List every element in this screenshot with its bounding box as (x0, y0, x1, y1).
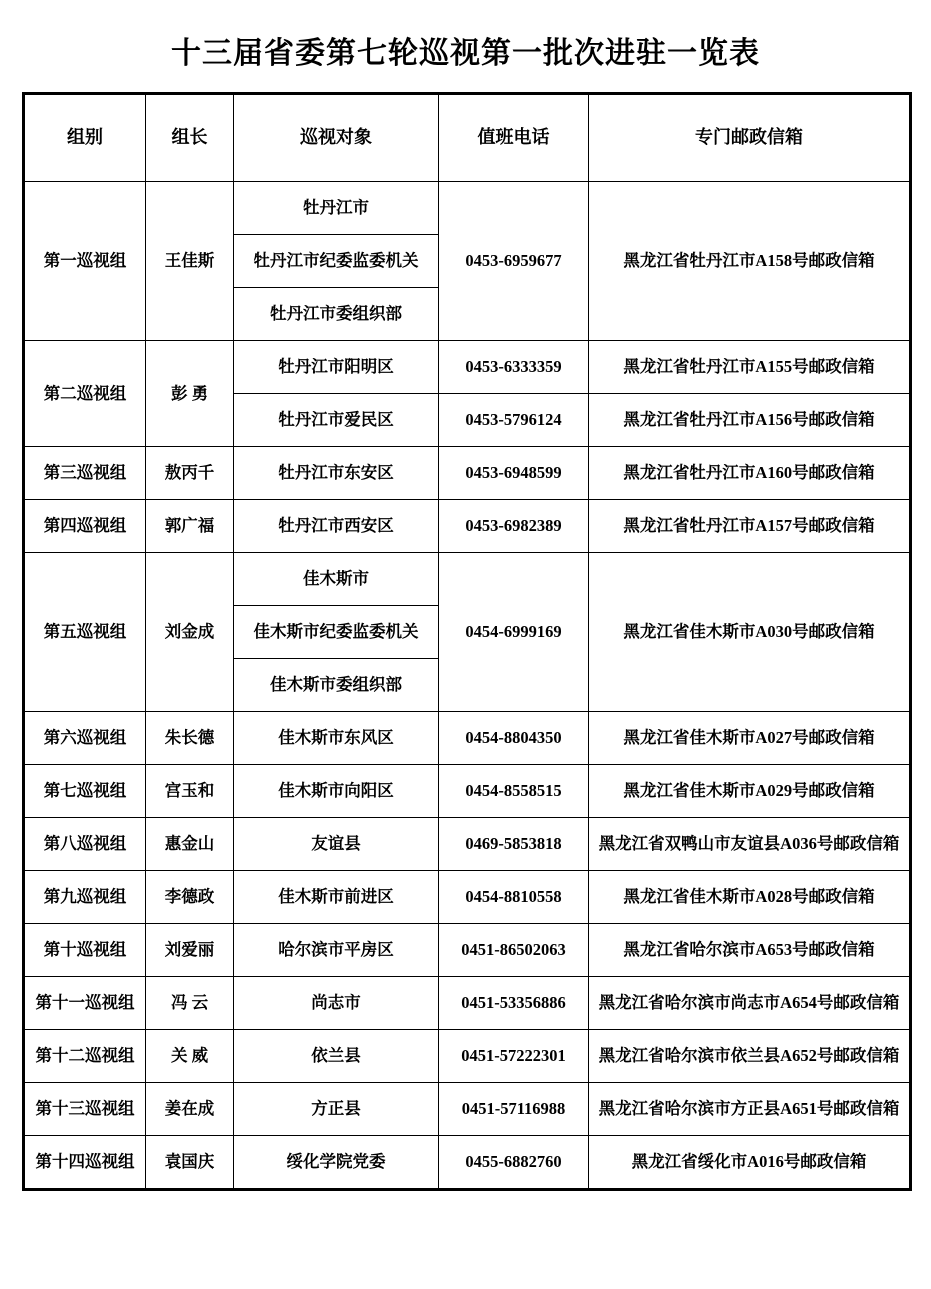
cell-target: 方正县 (234, 1083, 439, 1136)
cell-mailbox: 黑龙江省绥化市A016号邮政信箱 (589, 1136, 911, 1190)
table-container (0, 92, 931, 1191)
cell-target: 依兰县 (234, 1030, 439, 1083)
cell-leader: 郭广福 (146, 500, 234, 553)
cell-mailbox: 黑龙江省牡丹江市A155号邮政信箱 (589, 341, 911, 394)
cell-mailbox: 黑龙江省哈尔滨市方正县A651号邮政信箱 (589, 1083, 911, 1136)
cell-group: 第五巡视组 (24, 553, 146, 712)
cell-target: 哈尔滨市平房区 (234, 924, 439, 977)
cell-target: 牡丹江市东安区 (234, 447, 439, 500)
cell-group: 第十二巡视组 (24, 1030, 146, 1083)
cell-target: 牡丹江市委组织部 (234, 288, 439, 341)
table-row (24, 553, 911, 606)
table-row (24, 182, 911, 235)
cell-phone: 0453-6982389 (439, 500, 589, 553)
cell-leader: 冯 云 (146, 977, 234, 1030)
table-row (24, 1136, 911, 1190)
cell-phone: 0454-8804350 (439, 712, 589, 765)
cell-mailbox: 黑龙江省牡丹江市A156号邮政信箱 (589, 394, 911, 447)
cell-phone: 0454-8558515 (439, 765, 589, 818)
cell-target: 友谊县 (234, 818, 439, 871)
cell-target: 牡丹江市纪委监委机关 (234, 235, 439, 288)
cell-group: 第四巡视组 (24, 500, 146, 553)
cell-target: 牡丹江市西安区 (234, 500, 439, 553)
table-row (24, 1030, 911, 1083)
cell-phone: 0453-6333359 (439, 341, 589, 394)
table-row (24, 924, 911, 977)
cell-phone: 0451-86502063 (439, 924, 589, 977)
cell-group: 第二巡视组 (24, 341, 146, 447)
cell-leader: 刘爱丽 (146, 924, 234, 977)
column-header-phone: 值班电话 (439, 94, 589, 182)
cell-phone: 0454-8810558 (439, 871, 589, 924)
cell-mailbox: 黑龙江省佳木斯市A028号邮政信箱 (589, 871, 911, 924)
column-header-mailbox: 专门邮政信箱 (589, 94, 911, 182)
cell-leader: 惠金山 (146, 818, 234, 871)
cell-mailbox: 黑龙江省牡丹江市A158号邮政信箱 (589, 182, 911, 341)
table-row (24, 871, 911, 924)
table-row (24, 447, 911, 500)
table-header-row (24, 94, 911, 182)
cell-target: 尚志市 (234, 977, 439, 1030)
cell-group: 第一巡视组 (24, 182, 146, 341)
table-row (24, 1083, 911, 1136)
cell-leader: 李德政 (146, 871, 234, 924)
cell-group: 第十一巡视组 (24, 977, 146, 1030)
cell-mailbox: 黑龙江省双鸭山市友谊县A036号邮政信箱 (589, 818, 911, 871)
cell-group: 第七巡视组 (24, 765, 146, 818)
cell-phone: 0453-6959677 (439, 182, 589, 341)
cell-group: 第三巡视组 (24, 447, 146, 500)
cell-target: 绥化学院党委 (234, 1136, 439, 1190)
cell-leader: 王佳斯 (146, 182, 234, 341)
cell-target: 佳木斯市向阳区 (234, 765, 439, 818)
cell-mailbox: 黑龙江省哈尔滨市尚志市A654号邮政信箱 (589, 977, 911, 1030)
cell-group: 第十三巡视组 (24, 1083, 146, 1136)
cell-phone: 0451-57116988 (439, 1083, 589, 1136)
cell-group: 第八巡视组 (24, 818, 146, 871)
cell-target: 佳木斯市 (234, 553, 439, 606)
cell-group: 第十四巡视组 (24, 1136, 146, 1190)
table-row (24, 818, 911, 871)
cell-phone: 0453-6948599 (439, 447, 589, 500)
cell-phone: 0451-53356886 (439, 977, 589, 1030)
cell-target: 佳木斯市纪委监委机关 (234, 606, 439, 659)
table-body (24, 182, 911, 1190)
cell-target: 佳木斯市委组织部 (234, 659, 439, 712)
cell-phone: 0451-57222301 (439, 1030, 589, 1083)
cell-target: 佳木斯市前进区 (234, 871, 439, 924)
cell-group: 第十巡视组 (24, 924, 146, 977)
cell-target: 佳木斯市东风区 (234, 712, 439, 765)
cell-phone: 0454-6999169 (439, 553, 589, 712)
table-row (24, 712, 911, 765)
cell-leader: 敖丙千 (146, 447, 234, 500)
cell-leader: 袁国庆 (146, 1136, 234, 1190)
table-row (24, 341, 911, 394)
cell-mailbox: 黑龙江省哈尔滨市依兰县A652号邮政信箱 (589, 1030, 911, 1083)
cell-mailbox: 黑龙江省佳木斯市A029号邮政信箱 (589, 765, 911, 818)
cell-leader: 姜在成 (146, 1083, 234, 1136)
cell-target: 牡丹江市阳明区 (234, 341, 439, 394)
cell-target: 牡丹江市爱民区 (234, 394, 439, 447)
cell-leader: 宫玉和 (146, 765, 234, 818)
cell-group: 第九巡视组 (24, 871, 146, 924)
cell-mailbox: 黑龙江省牡丹江市A160号邮政信箱 (589, 447, 911, 500)
cell-group: 第六巡视组 (24, 712, 146, 765)
cell-phone: 0453-5796124 (439, 394, 589, 447)
table-row (24, 500, 911, 553)
cell-leader: 关 威 (146, 1030, 234, 1083)
cell-leader: 刘金成 (146, 553, 234, 712)
table-row (24, 765, 911, 818)
cell-mailbox: 黑龙江省哈尔滨市A653号邮政信箱 (589, 924, 911, 977)
cell-mailbox: 黑龙江省佳木斯市A030号邮政信箱 (589, 553, 911, 712)
column-header-leader: 组长 (146, 94, 234, 182)
cell-leader: 朱长德 (146, 712, 234, 765)
cell-target: 牡丹江市 (234, 182, 439, 235)
column-header-target: 巡视对象 (234, 94, 439, 182)
cell-phone: 0455-6882760 (439, 1136, 589, 1190)
cell-mailbox: 黑龙江省佳木斯市A027号邮政信箱 (589, 712, 911, 765)
table-row (24, 977, 911, 1030)
cell-phone: 0469-5853818 (439, 818, 589, 871)
cell-leader: 彭 勇 (146, 341, 234, 447)
inspection-schedule-table (22, 92, 912, 1191)
column-header-group: 组别 (24, 94, 146, 182)
table-header (24, 94, 911, 182)
cell-mailbox: 黑龙江省牡丹江市A157号邮政信箱 (589, 500, 911, 553)
page-title: 十三届省委第七轮巡视第一批次进驻一览表 (171, 37, 760, 70)
